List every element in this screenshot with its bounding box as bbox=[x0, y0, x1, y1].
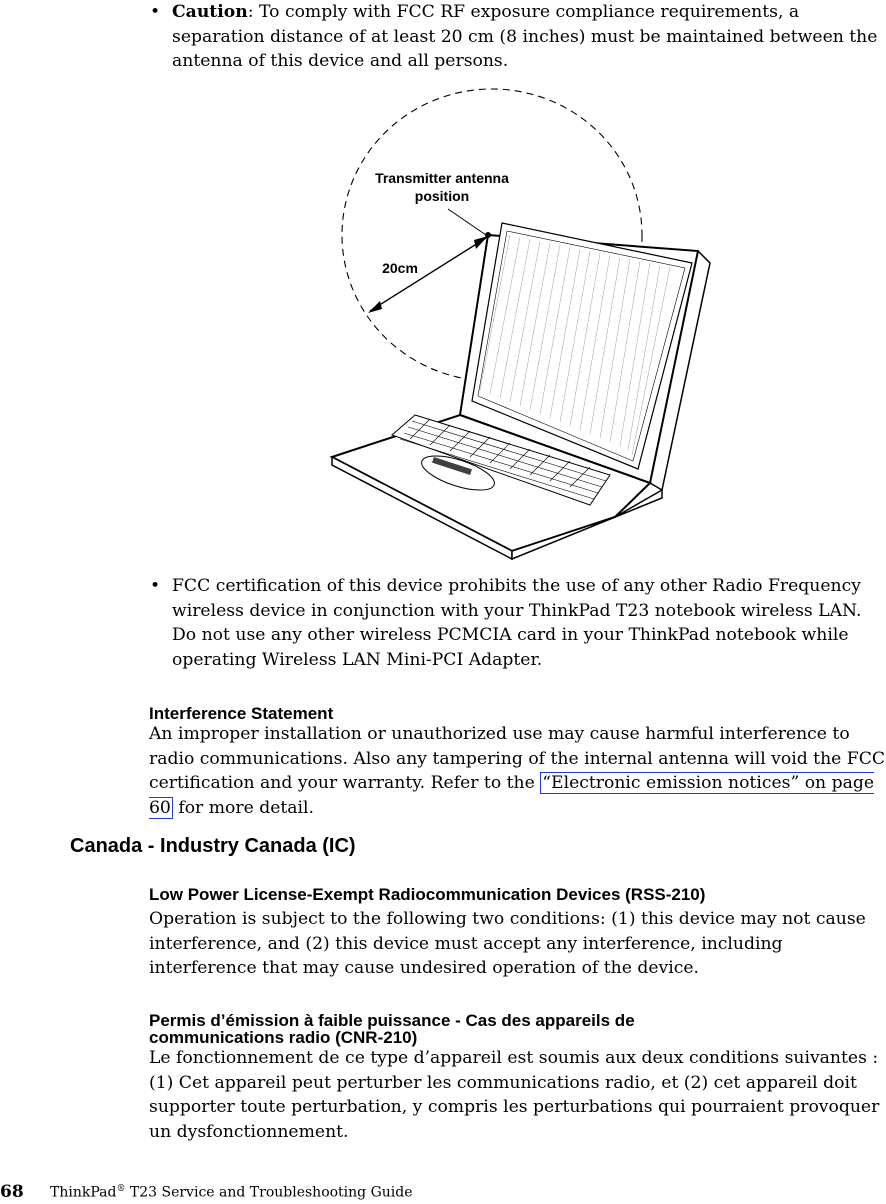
interference-text: An improper installation or unauthorized use may cause harmful interference to radio communications. Also any tampering of the internal antenna will void the FCC certification and your warranty. Refer to the bbox=[149, 724, 886, 793]
page-number: 68 bbox=[0, 1182, 24, 1202]
registered-mark: ® bbox=[116, 1184, 126, 1194]
laptop-antenna-figure bbox=[320, 85, 720, 560]
caution-text: : To comply with FCC RF exposure compliance requirements, a separation distance of at least 20 cm (8 inches) must be maintained between the antenna of this device and all persons. bbox=[172, 2, 878, 71]
interference-text-after: for more detail. bbox=[178, 797, 315, 818]
antenna-label-line2: position bbox=[414, 188, 470, 204]
bullet-marker: • bbox=[150, 576, 161, 596]
interference-paragraph bbox=[149, 722, 886, 820]
canada-section-heading: Canada - Industry Canada (IC) bbox=[70, 835, 356, 857]
antenna-label-line1: Transmitter antenna bbox=[375, 170, 509, 186]
footer-title bbox=[50, 1184, 413, 1201]
rss210-heading: Low Power License-Exempt Radiocommunication Devices (RSS-210) bbox=[149, 885, 706, 904]
cnr210-paragraph: Le fonctionnement de ce type d’appareil est soumis aux deux conditions suivantes : (1) Cet appareil peut perturber les communications radio, et (2) cet appareil doit supporter toute perturbation, y compris les perturbations qui pourraient provoquer un dysfonctionnement. bbox=[149, 1048, 880, 1142]
rss210-paragraph: Operation is subject to the following two conditions: (1) this device may not cause interference, and (2) this device must accept any interference, including interference that may cause undesired operation of the device. bbox=[149, 909, 866, 978]
footer-brand: ThinkPad bbox=[50, 1184, 117, 1201]
cnr210-heading-line2: communications radio (CNR-210) bbox=[149, 1028, 418, 1047]
interference-heading: Interference Statement bbox=[149, 704, 334, 723]
electronic-emission-notices-link[interactable]: “Electronic emission notices” on page 60 bbox=[149, 773, 874, 818]
cnr210-heading-line1: Permis d’émission à faible puissance - Cas des appareils de bbox=[149, 1011, 635, 1030]
footer-title-rest: T23 Service and Troubleshooting Guide bbox=[125, 1184, 413, 1201]
distance-label: 20cm bbox=[382, 260, 418, 276]
fcc-certification-paragraph: FCC certification of this device prohibits the use of any other Radio Frequency wireless device in conjunction with your ThinkPad T23 notebook wireless LAN. Do not use any other wireless PCMCIA card in your ThinkPad notebook while operating Wireless LAN Mini-PCI Adapter. bbox=[172, 576, 862, 670]
caution-label: Caution bbox=[172, 2, 248, 22]
caution-paragraph bbox=[172, 0, 886, 74]
bullet-marker: • bbox=[150, 2, 161, 22]
